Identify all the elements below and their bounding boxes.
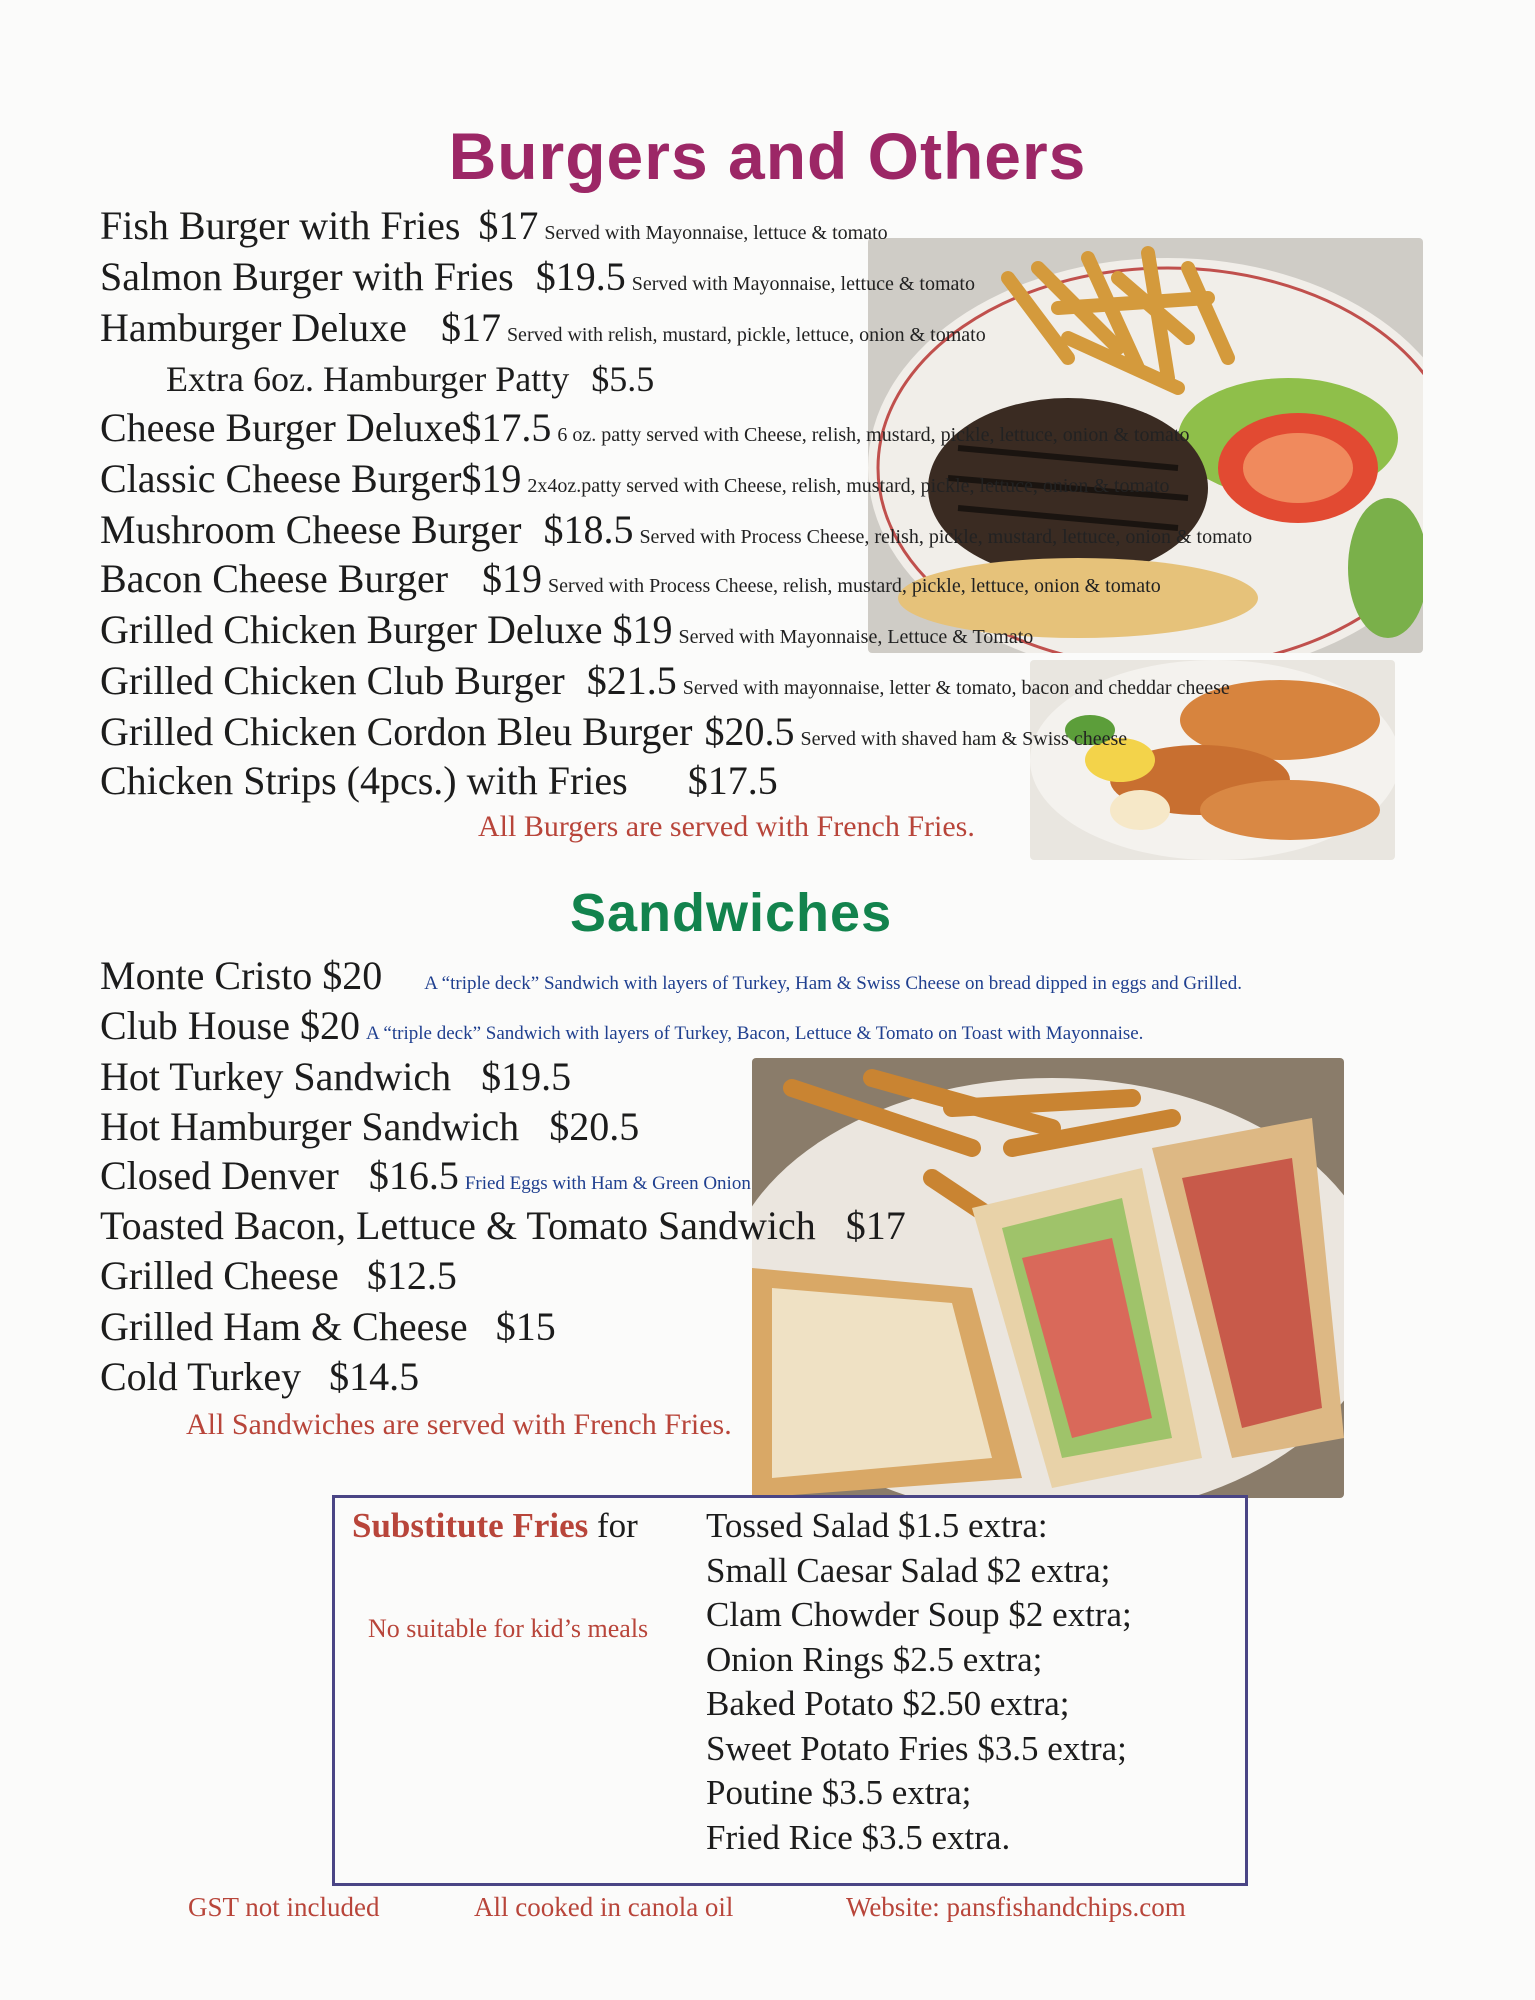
item-name: Bacon Cheese Burger [100,556,449,601]
burger-item [100,253,975,308]
burger-item [100,757,778,805]
sandwich-item [100,1303,556,1351]
substitute-option: Baked Potato $2.50 extra; [706,1684,1070,1723]
sandwich-item [100,1103,639,1151]
item-description: Served with Mayonnaise, lettuce & tomato [631,273,975,295]
burger-item [100,506,1252,561]
item-name: Mushroom Cheese Burger [100,507,522,552]
item-price: $15 [495,1304,556,1349]
item-price: $14.5 [329,1354,420,1399]
item-price: $20 [322,953,383,998]
sandwich-item [100,952,1242,1008]
item-description: Served with Mayonnaise, Lettuce & Tomato [678,626,1034,648]
item-description: Served with Process Cheese, relish, mustard, pickle, lettuce, onion & tomato [548,575,1161,597]
item-name: Fish Burger with Fries [100,203,461,248]
substitute-option: Poutine $3.5 extra; [706,1773,972,1812]
item-description: Fried Eggs with Ham & Green Onion [464,1173,751,1194]
item-name: Grilled Chicken Burger Deluxe [100,607,603,652]
item-name: Salmon Burger with Fries [100,254,514,299]
substitute-option: Sweet Potato Fries $3.5 extra; [706,1728,1127,1768]
item-description: Served with relish, mustard, pickle, lettuce, onion & tomato [506,324,986,346]
item-price: $19.5 [481,1054,572,1099]
item-name: Club House [100,1003,290,1048]
burger-item [100,555,1161,610]
sandwiches-note: All Sandwiches are served with French Fries. [186,1408,732,1441]
item-name: Chicken Strips (4pcs.) with Fries [100,758,628,803]
item-price: $17 [845,1203,906,1248]
sandwich-item [100,1152,751,1208]
item-price: $17 [478,203,539,248]
substitute-note: No suitable for kid’s meals [368,1614,649,1643]
substitute-label-highlight: Substitute Fries [352,1506,589,1545]
item-price: $18.5 [543,507,634,552]
item-price: $19 [612,607,673,652]
burger-item [100,404,1189,459]
burger-item [166,355,654,403]
sandwich-item [100,1252,457,1300]
item-price: $16.5 [368,1153,459,1198]
item-name: Hot Turkey Sandwich [100,1054,452,1099]
burger-item [100,657,1230,712]
item-price: $19.5 [535,254,626,299]
item-name: Classic Cheese Burger [100,456,462,501]
item-name: Cold Turkey [100,1354,302,1399]
sandwich-item [100,1202,906,1250]
item-name: Hamburger Deluxe [100,305,407,350]
item-price: $17 [440,305,501,350]
item-name: Grilled Chicken Cordon Bleu Burger [100,709,693,754]
burgers-title: Burgers and Others [448,119,1087,193]
item-price: $12.5 [366,1253,457,1298]
sandwiches-title: Sandwiches [570,883,893,943]
substitute-option: Tossed Salad $1.5 extra: [706,1506,1048,1545]
item-name: Closed Denver [100,1153,339,1198]
sandwich-item [100,1353,419,1401]
item-name: Grilled Ham & Cheese [100,1304,468,1349]
canola-note: All cooked in canola oil [474,1892,734,1922]
item-description: A “triple deck” Sandwich with layers of Turkey, Bacon, Lettuce & Tomato on Toast with Mayonnaise. [366,1023,1144,1044]
substitute-label [352,1506,638,1546]
item-name: Cheese Burger Deluxe [100,405,462,450]
item-price: $20.5 [549,1104,640,1149]
item-description: Served with Mayonnaise, lettuce & tomato [544,222,888,244]
burger-item [100,606,1033,661]
substitute-label-rest: for [597,1506,638,1545]
item-price: $19 [461,456,522,501]
sandwich-photo [752,1058,1344,1498]
item-name: Grilled Cheese [100,1253,339,1298]
item-description: Served with Process Cheese, relish, pickle, mustard, lettuce, onion & tomato [639,526,1253,548]
burger-item [100,304,986,359]
item-price: $19 [482,556,543,601]
substitute-option: Onion Rings $2.5 extra; [706,1639,1043,1679]
item-description: Served with shaved ham & Swiss cheese [800,728,1128,750]
item-price: $20 [300,1003,360,1048]
item-name: Extra 6oz. Hamburger Patty [166,359,570,399]
substitute-option: Clam Chowder Soup $2 extra; [706,1595,1132,1634]
gst-note: GST not included [188,1892,380,1922]
item-name: Hot Hamburger Sandwich [100,1104,520,1149]
item-price: $5.5 [591,359,655,399]
burger-item [100,708,1127,763]
item-price: $21.5 [586,658,677,703]
item-description: Served with mayonnaise, letter & tomato, bacon and cheddar cheese [682,677,1230,699]
burger-item [100,455,1169,510]
burgers-note: All Burgers are served with French Fries. [478,810,975,843]
item-price: $17.5 [461,405,552,450]
item-description: 6 oz. patty served with Cheese, relish, mustard, pickle, lettuce, onion & tomato [557,424,1190,446]
item-name: Toasted Bacon, Lettuce & Tomato Sandwich [100,1203,816,1248]
item-description: A “triple deck” Sandwich with layers of Turkey, Ham & Swiss Cheese on bread dipped in eggs and Grilled. [424,973,1242,994]
website-link[interactable]: Website: pansfishandchips.com [846,1892,1186,1922]
substitute-option: Fried Rice $3.5 extra. [706,1817,1011,1857]
substitute-option: Small Caesar Salad $2 extra; [706,1550,1111,1590]
item-description: 2x4oz.patty served with Cheese, relish, mustard, pickle, lettuce, onion & tomato [527,475,1170,497]
item-name: Grilled Chicken Club Burger [100,658,565,703]
item-price: $20.5 [704,709,795,754]
burger-item [100,202,888,257]
item-price: $17.5 [687,758,778,803]
sandwich-item [100,1053,571,1101]
sandwich-item [100,1002,1143,1058]
item-name: Monte Cristo [100,953,313,998]
